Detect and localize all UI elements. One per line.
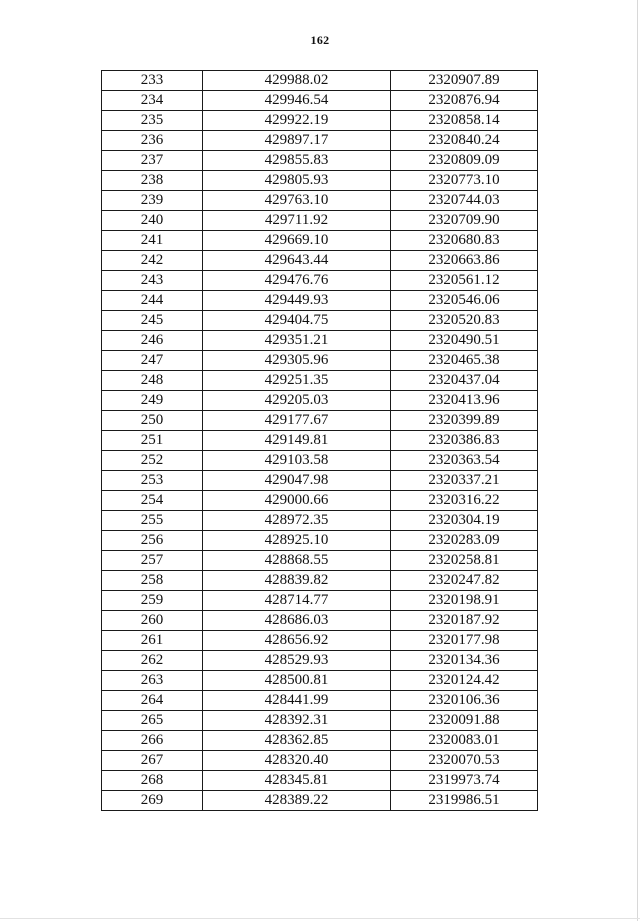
y-coordinate-cell: 2320283.09	[391, 531, 538, 551]
y-coordinate-cell: 2320876.94	[391, 91, 538, 111]
y-coordinate-cell: 2320177.98	[391, 631, 538, 651]
table-row	[102, 611, 538, 631]
y-coordinate-cell: 2320363.54	[391, 451, 538, 471]
table-row	[102, 371, 538, 391]
table-row	[102, 431, 538, 451]
point-number-cell: 246	[102, 331, 203, 351]
x-coordinate-cell: 429305.96	[203, 351, 391, 371]
table-row	[102, 551, 538, 571]
x-coordinate-cell: 429103.58	[203, 451, 391, 471]
x-coordinate-cell: 429149.81	[203, 431, 391, 451]
x-coordinate-cell: 428868.55	[203, 551, 391, 571]
coordinates-table-body	[102, 71, 538, 811]
y-coordinate-cell: 2320709.90	[391, 211, 538, 231]
point-number-cell: 256	[102, 531, 203, 551]
point-number-cell: 254	[102, 491, 203, 511]
point-number-cell: 237	[102, 151, 203, 171]
table-row	[102, 491, 538, 511]
point-number-cell: 267	[102, 751, 203, 771]
y-coordinate-cell: 2320809.09	[391, 151, 538, 171]
point-number-cell: 236	[102, 131, 203, 151]
page-bottom-line	[0, 918, 640, 919]
x-coordinate-cell: 428686.03	[203, 611, 391, 631]
point-number-cell: 235	[102, 111, 203, 131]
y-coordinate-cell: 2320437.04	[391, 371, 538, 391]
point-number-cell: 261	[102, 631, 203, 651]
table-row	[102, 331, 538, 351]
table-row	[102, 251, 538, 271]
y-coordinate-cell: 2320134.36	[391, 651, 538, 671]
point-number-cell: 262	[102, 651, 203, 671]
table-row	[102, 171, 538, 191]
table-row	[102, 731, 538, 751]
x-coordinate-cell: 428392.31	[203, 711, 391, 731]
point-number-cell: 255	[102, 511, 203, 531]
x-coordinate-cell: 428345.81	[203, 771, 391, 791]
y-coordinate-cell: 2320465.38	[391, 351, 538, 371]
table-row	[102, 131, 538, 151]
y-coordinate-cell: 2320091.88	[391, 711, 538, 731]
x-coordinate-cell: 429855.83	[203, 151, 391, 171]
point-number-cell: 242	[102, 251, 203, 271]
point-number-cell: 266	[102, 731, 203, 751]
x-coordinate-cell: 428656.92	[203, 631, 391, 651]
y-coordinate-cell: 2320744.03	[391, 191, 538, 211]
point-number-cell: 268	[102, 771, 203, 791]
table-row	[102, 631, 538, 651]
y-coordinate-cell: 2320258.81	[391, 551, 538, 571]
y-coordinate-cell: 2320198.91	[391, 591, 538, 611]
x-coordinate-cell: 429351.21	[203, 331, 391, 351]
table-row	[102, 451, 538, 471]
x-coordinate-cell: 428529.93	[203, 651, 391, 671]
y-coordinate-cell: 2320858.14	[391, 111, 538, 131]
x-coordinate-cell: 429922.19	[203, 111, 391, 131]
x-coordinate-cell: 428500.81	[203, 671, 391, 691]
x-coordinate-cell: 429205.03	[203, 391, 391, 411]
x-coordinate-cell: 429711.92	[203, 211, 391, 231]
y-coordinate-cell: 2320490.51	[391, 331, 538, 351]
point-number-cell: 249	[102, 391, 203, 411]
y-coordinate-cell: 2320316.22	[391, 491, 538, 511]
y-coordinate-cell: 2320663.86	[391, 251, 538, 271]
x-coordinate-cell: 429449.93	[203, 291, 391, 311]
point-number-cell: 234	[102, 91, 203, 111]
x-coordinate-cell: 428839.82	[203, 571, 391, 591]
table-row	[102, 411, 538, 431]
table-row	[102, 531, 538, 551]
table-row	[102, 91, 538, 111]
y-coordinate-cell: 2320247.82	[391, 571, 538, 591]
x-coordinate-cell: 429643.44	[203, 251, 391, 271]
y-coordinate-cell: 2320337.21	[391, 471, 538, 491]
point-number-cell: 263	[102, 671, 203, 691]
x-coordinate-cell: 429988.02	[203, 71, 391, 91]
page-number: 162	[310, 33, 330, 47]
point-number-cell: 253	[102, 471, 203, 491]
table-row	[102, 691, 538, 711]
point-number-cell: 241	[102, 231, 203, 251]
y-coordinate-cell: 2320773.10	[391, 171, 538, 191]
point-number-cell: 269	[102, 791, 203, 811]
table-row	[102, 351, 538, 371]
table-row	[102, 571, 538, 591]
y-coordinate-cell: 2320124.42	[391, 671, 538, 691]
y-coordinate-cell: 2320187.92	[391, 611, 538, 631]
x-coordinate-cell: 429251.35	[203, 371, 391, 391]
x-coordinate-cell: 428925.10	[203, 531, 391, 551]
y-coordinate-cell: 2320386.83	[391, 431, 538, 451]
coordinates-table	[101, 70, 538, 811]
point-number-cell: 239	[102, 191, 203, 211]
x-coordinate-cell: 429000.66	[203, 491, 391, 511]
y-coordinate-cell: 2319973.74	[391, 771, 538, 791]
table-row	[102, 511, 538, 531]
y-coordinate-cell: 2320520.83	[391, 311, 538, 331]
x-coordinate-cell: 428972.35	[203, 511, 391, 531]
y-coordinate-cell: 2320304.19	[391, 511, 538, 531]
x-coordinate-cell: 428320.40	[203, 751, 391, 771]
y-coordinate-cell: 2320561.12	[391, 271, 538, 291]
point-number-cell: 233	[102, 71, 203, 91]
point-number-cell: 247	[102, 351, 203, 371]
x-coordinate-cell: 429946.54	[203, 91, 391, 111]
x-coordinate-cell: 428714.77	[203, 591, 391, 611]
point-number-cell: 252	[102, 451, 203, 471]
table-row	[102, 751, 538, 771]
table-row	[102, 711, 538, 731]
point-number-cell: 244	[102, 291, 203, 311]
point-number-cell: 243	[102, 271, 203, 291]
x-coordinate-cell: 428441.99	[203, 691, 391, 711]
table-row	[102, 291, 538, 311]
y-coordinate-cell: 2319986.51	[391, 791, 538, 811]
table-row	[102, 651, 538, 671]
table-row	[102, 771, 538, 791]
y-coordinate-cell: 2320399.89	[391, 411, 538, 431]
point-number-cell: 264	[102, 691, 203, 711]
table-row	[102, 471, 538, 491]
point-number-cell: 238	[102, 171, 203, 191]
table-row	[102, 671, 538, 691]
y-coordinate-cell: 2320106.36	[391, 691, 538, 711]
point-number-cell: 257	[102, 551, 203, 571]
table-row	[102, 591, 538, 611]
table-row	[102, 191, 538, 211]
point-number-cell: 251	[102, 431, 203, 451]
point-number-cell: 250	[102, 411, 203, 431]
point-number-cell: 259	[102, 591, 203, 611]
table-row	[102, 391, 538, 411]
table-row	[102, 231, 538, 251]
table-row	[102, 791, 538, 811]
point-number-cell: 240	[102, 211, 203, 231]
y-coordinate-cell: 2320680.83	[391, 231, 538, 251]
point-number-cell: 260	[102, 611, 203, 631]
point-number-cell: 265	[102, 711, 203, 731]
y-coordinate-cell: 2320070.53	[391, 751, 538, 771]
x-coordinate-cell: 429047.98	[203, 471, 391, 491]
y-coordinate-cell: 2320840.24	[391, 131, 538, 151]
x-coordinate-cell: 429897.17	[203, 131, 391, 151]
table-row	[102, 211, 538, 231]
table-row	[102, 151, 538, 171]
table-row	[102, 111, 538, 131]
x-coordinate-cell: 429404.75	[203, 311, 391, 331]
table-row	[102, 271, 538, 291]
y-coordinate-cell: 2320546.06	[391, 291, 538, 311]
x-coordinate-cell: 429763.10	[203, 191, 391, 211]
point-number-cell: 248	[102, 371, 203, 391]
x-coordinate-cell: 428389.22	[203, 791, 391, 811]
point-number-cell: 258	[102, 571, 203, 591]
y-coordinate-cell: 2320413.96	[391, 391, 538, 411]
x-coordinate-cell: 428362.85	[203, 731, 391, 751]
page-edge-line	[637, 0, 638, 921]
y-coordinate-cell: 2320907.89	[391, 71, 538, 91]
y-coordinate-cell: 2320083.01	[391, 731, 538, 751]
table-row	[102, 71, 538, 91]
x-coordinate-cell: 429805.93	[203, 171, 391, 191]
point-number-cell: 245	[102, 311, 203, 331]
x-coordinate-cell: 429177.67	[203, 411, 391, 431]
x-coordinate-cell: 429476.76	[203, 271, 391, 291]
x-coordinate-cell: 429669.10	[203, 231, 391, 251]
table-row	[102, 311, 538, 331]
